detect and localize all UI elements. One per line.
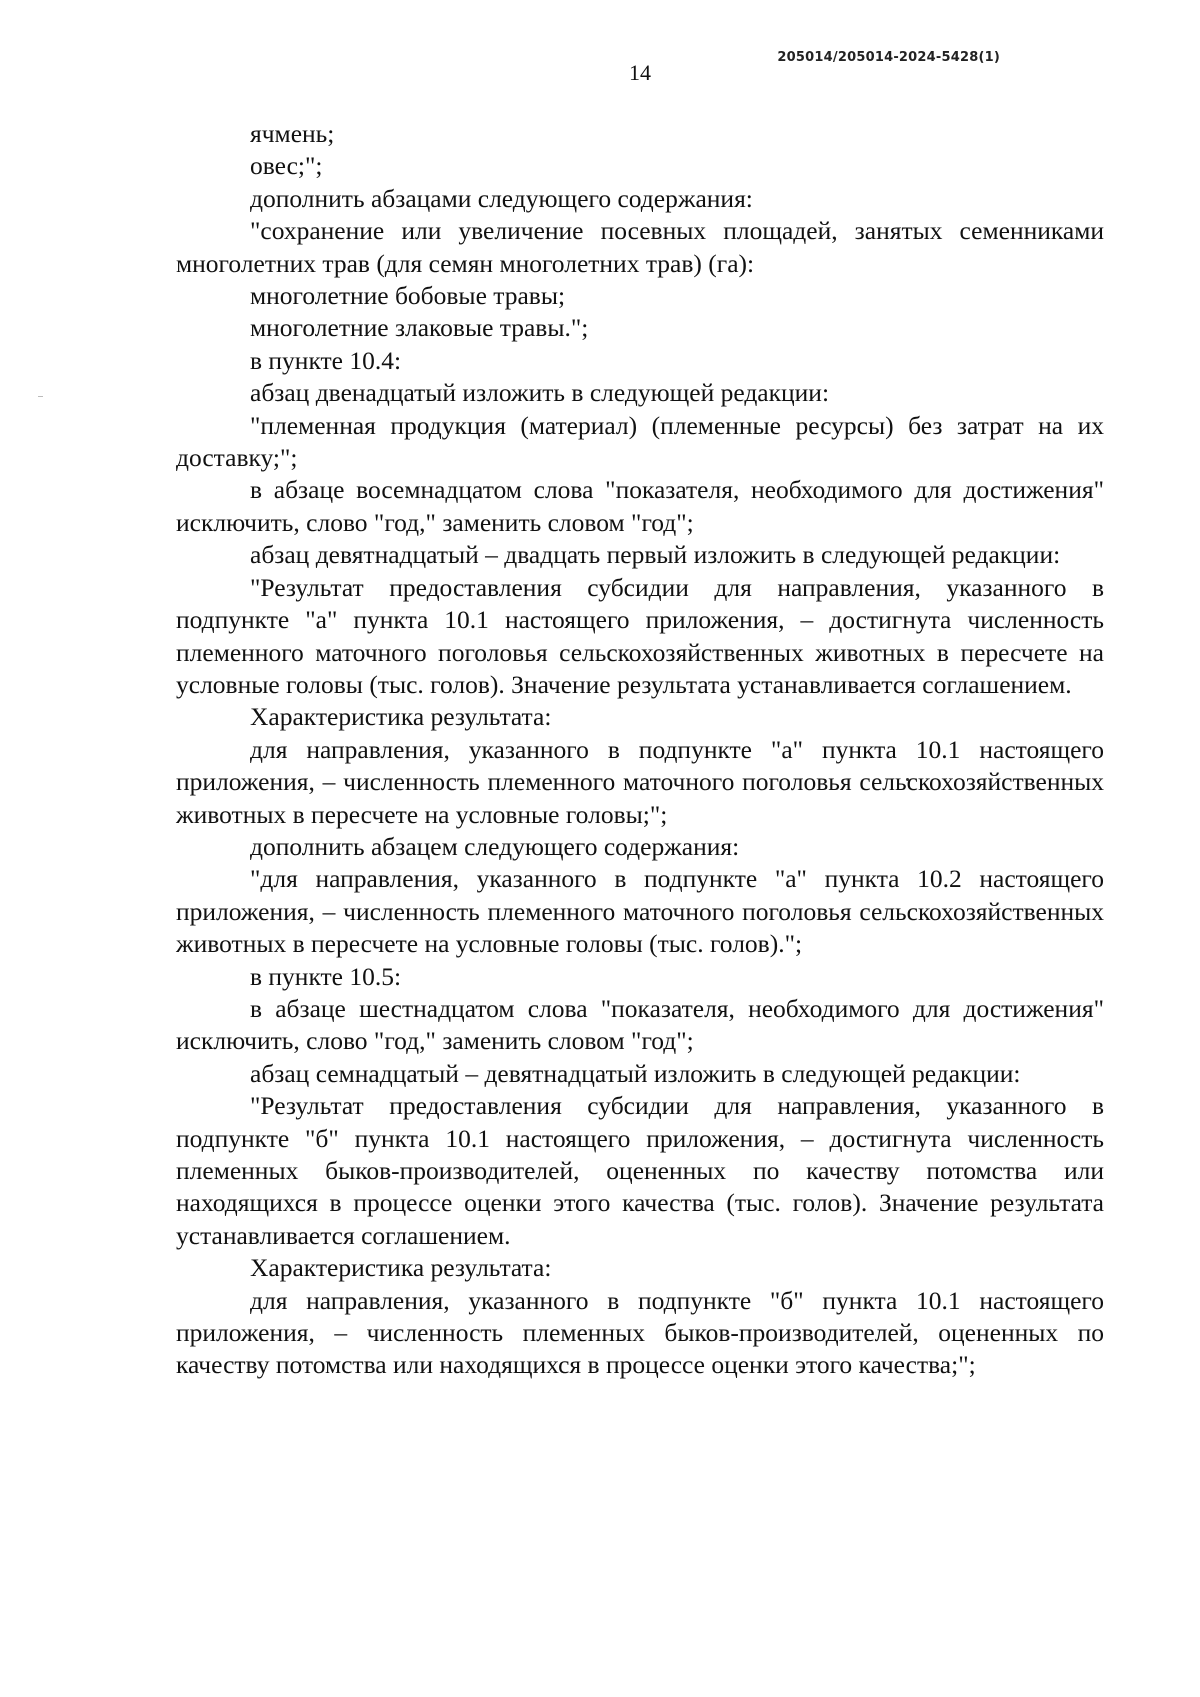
paragraph: для направления, указанного в подпункте "б" пункта 10.1 настоящего приложения, – численность племенных быков-производителей, оцененных по качеству потомства или находящихся в процессе оценки этого качества;"; [176,1285,1104,1380]
paragraph: Характеристика результата: [250,1253,552,1283]
paragraph: абзац двенадцатый изложить в следующей редакции: [250,378,830,408]
paragraph: "сохранение или увеличение посевных площадей, занятых семенниками многолетних трав (для семян многолетних трав) (га): [176,216,1104,278]
paragraph: "племенная продукция (материал) (племенные ресурсы) без затрат на их доставку;"; [176,410,1104,473]
paragraph: дополнить абзацами следующего содержания: [250,183,753,213]
scan-edge-mark [38,396,43,397]
paragraph: "для направления, указанного в подпункте "а" пункта 10.2 настоящего приложения, – численность племенного маточного поголовья сельскохозяйственных животных в пересчете на условные головы (тыс. голов)."; [176,864,1104,959]
paragraph: Характеристика результата: [250,702,552,732]
paragraph: в абзаце восемнадцатом слова "показателя, необходимого для достижения" исключить, слово "год," заменить словом "год"; [176,475,1104,537]
paragraph: дополнить абзацем следующего содержания: [250,831,740,861]
paragraph: в абзаце шестнадцатом слова "показателя, необходимого для достижения" исключить, слово "год," заменить словом "год"; [176,993,1104,1056]
paragraph: многолетние бобовые травы; [250,281,566,311]
paragraph: для направления, указанного в подпункте "а" пункта 10.1 настоящего приложения, – численность племенного маточного поголовья сельскохозяйственных животных в пересчете на условные головы;"; [176,734,1104,829]
document-id: 205014/205014-2024-5428(1) [777,50,1000,65]
paragraph: в пункте 10.5: [250,961,402,991]
paragraph: многолетние злаковые травы."; [250,313,589,343]
document-body [176,118,1104,1382]
paragraph: ячмень; [250,119,335,148]
paragraph: "Результат предоставления субсидии для направления, указанного в подпункте "б" пункта 10.1 настоящего приложения, – достигнута численность племенных быков-производителей, оцененных по качеству потомства или находящихся в процессе оценки этого качества (тыс. голов). Значение результата устанавливается соглашением. [176,1091,1104,1250]
paragraph: овес;"; [250,151,323,181]
paragraph: "Результат предоставления субсидии для направления, указанного в подпункте "а" пункта 10.1 настоящего приложения, – достигнута численность племенного маточного поголовья сельскохозяйственных животных в пересчете на условные головы (тыс. голов). Значение результата устанавливается соглашением. [176,572,1104,699]
paragraph: абзац девятнадцатый – двадцать первый изложить в следующей редакции: [250,540,1061,570]
page-number: 14 [629,60,651,85]
paragraph: в пункте 10.4: [250,345,402,375]
paragraph: абзац семнадцатый – девятнадцатый изложить в следующей редакции: [250,1058,1021,1088]
